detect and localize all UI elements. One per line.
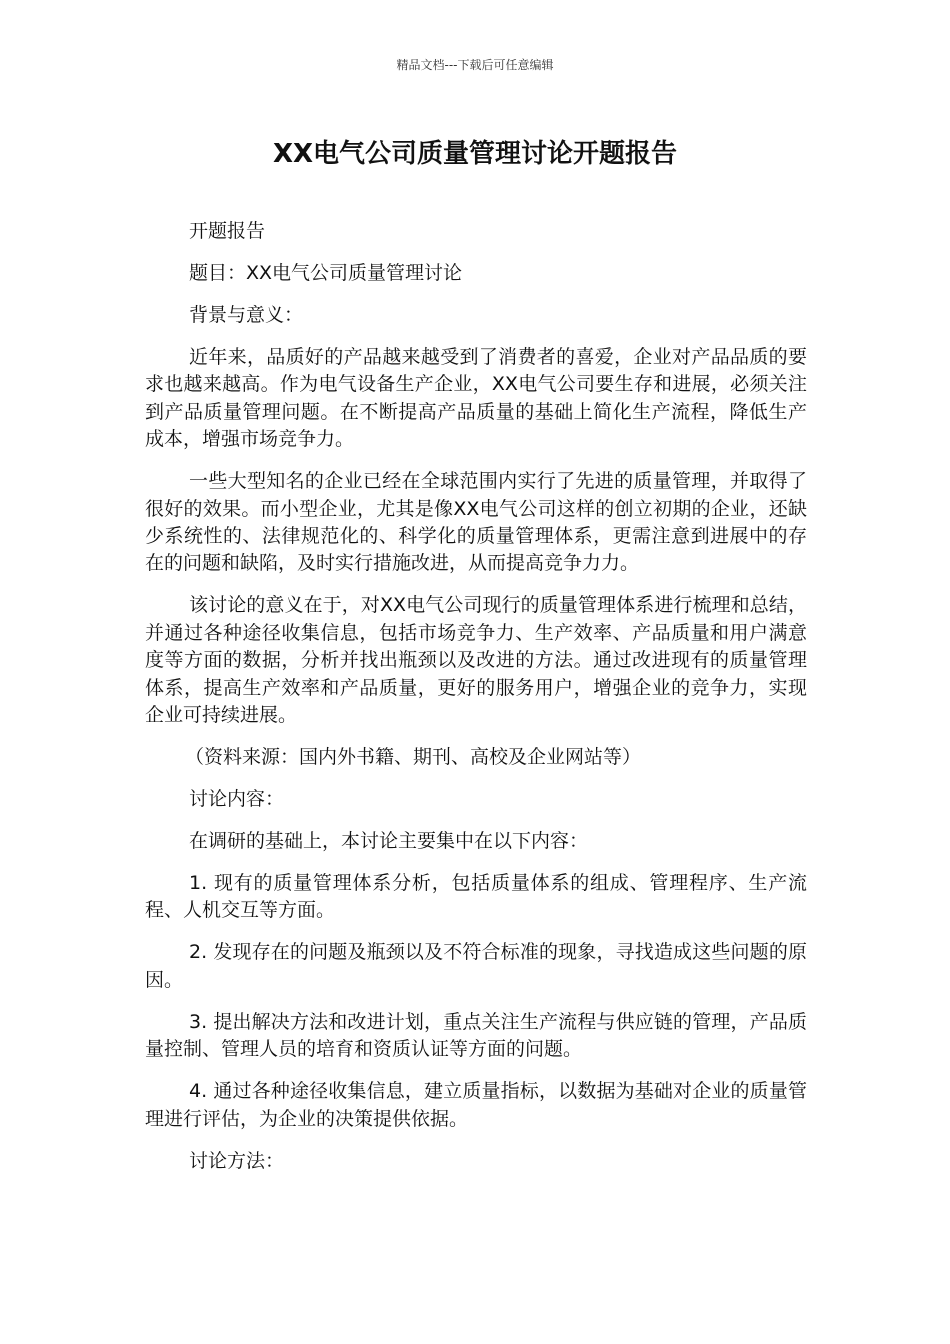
header-note: 精品文档---下载后可任意编辑 — [396, 58, 554, 72]
section-label-report: 开题报告 — [189, 220, 266, 242]
section-heading-background: 背景与意义： — [189, 304, 304, 326]
content-item-4: 4. 通过各种途径收集信息，建立质量指标，以数据为基础对企业的质量管理进行评估，为企业的决策提供依据。 — [145, 1080, 807, 1130]
content-item-2: 2. 发现存在的问题及瓶颈以及不符合标准的现象，寻找造成这些问题的原因。 — [145, 941, 807, 991]
topic-line: 题目：XX电气公司质量管理讨论 — [189, 262, 463, 284]
document-title: XX电气公司质量管理讨论开题报告 — [272, 139, 678, 169]
section-heading-content: 讨论内容： — [189, 788, 285, 811]
document-body — [145, 218, 807, 1190]
background-paragraph-3: 该讨论的意义在于，对XX电气公司现行的质量管理体系进行梳理和总结，并通过各种途径收集信息，包括市场竞争力、生产效率、产品质量和用户满意度等方面的数据，分析并找出瓶颈以及改进的方法。通过改进现有的质量管理体系，提高生产效率和产品质量，更好的服务用户，增强企业的竞争力，实现企业可持续进展。 — [145, 594, 807, 727]
background-paragraph-2: 一些大型知名的企业已经在全球范围内实行了先进的质量管理，并取得了很好的效果。而小型企业，尤其是像XX电气公司这样的创立初期的企业，还缺少系统性的、法律规范化的、科学化的质量管理体系，更需注意到进展中的存在的问题和缺陷，及时实行措施改进，从而提高竞争力力。 — [145, 470, 807, 575]
section-heading-method: 讨论方法： — [189, 1149, 285, 1172]
content-item-3: 3. 提出解决方法和改进计划，重点关注生产流程与供应链的管理，产品质量控制、管理人员的培育和资质认证等方面的问题。 — [145, 1010, 807, 1061]
content-item-1: 1. 现有的质量管理体系分析，包括质量体系的组成、管理程序、生产流程、人机交互等方面。 — [145, 872, 807, 922]
source-note: （资料来源：国内外书籍、期刊、高校及企业网站等） — [185, 746, 642, 769]
background-paragraph-1: 近年来，品质好的产品越来越受到了消费者的喜爱，企业对产品品质的要求也越来越高。作为电气设备生产企业，XX电气公司要生存和进展，必须关注到产品质量管理问题。在不断提高产品质量的基础上简化生产流程，降低生产成本，增强市场竞争力。 — [145, 346, 807, 451]
content-intro: 在调研的基础上，本讨论主要集中在以下内容： — [189, 830, 589, 853]
